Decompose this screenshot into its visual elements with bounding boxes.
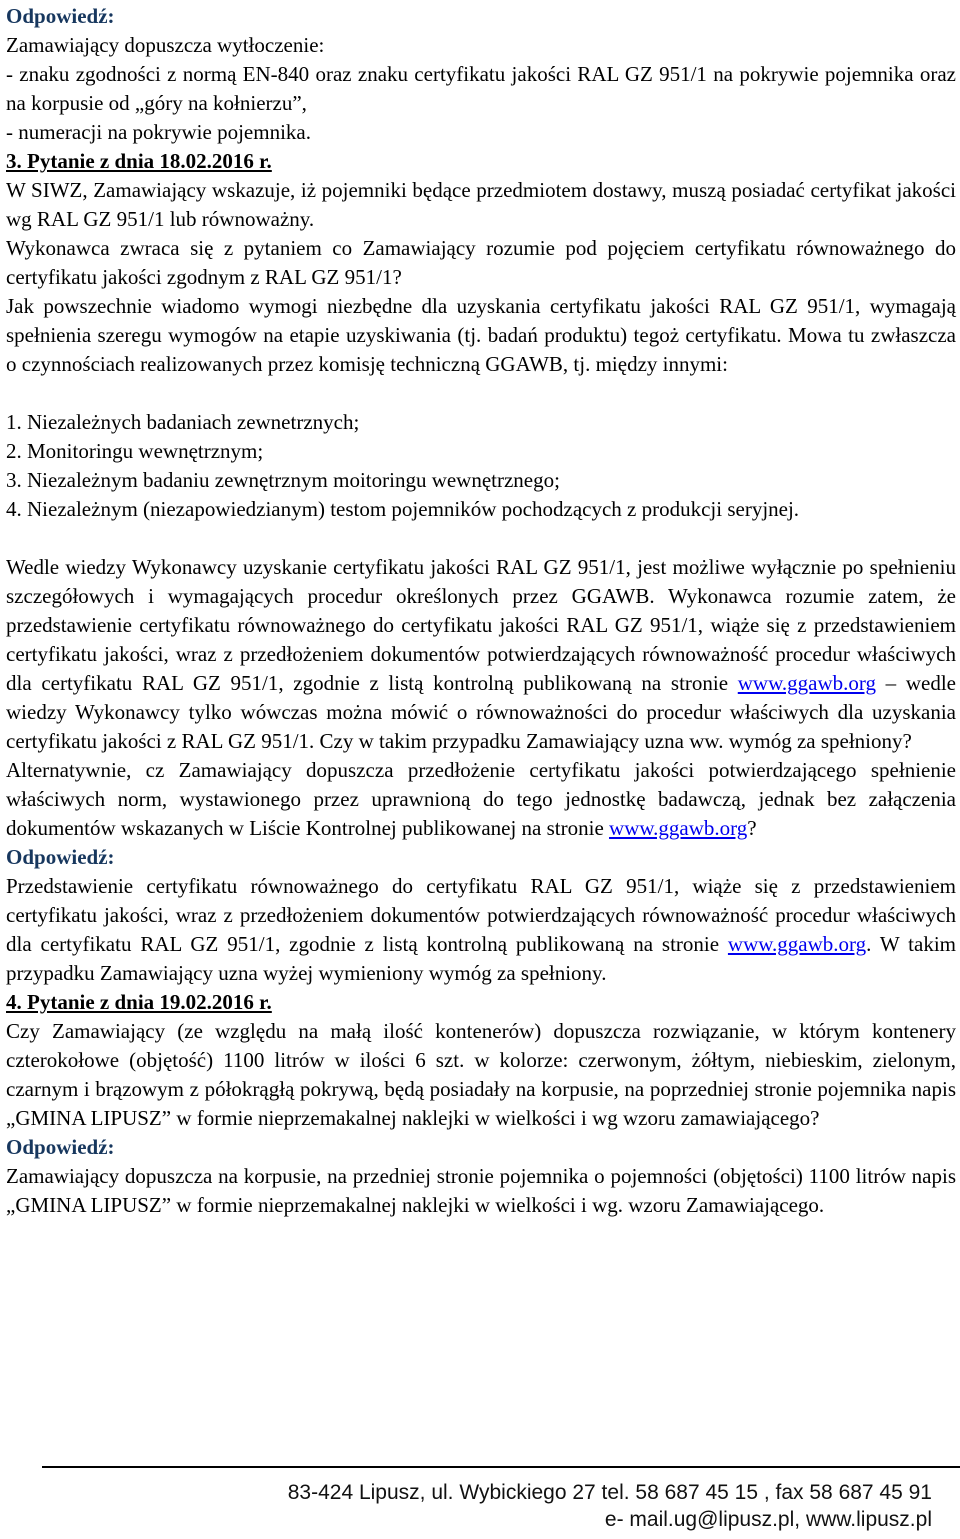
question-4-paragraph: Czy Zamawiający (ze względu na małą ilość kontenerów) dopuszcza rozwiązanie, w którym kontenery czterokołowe (objętość) 1100 litrów w ilości 6 szt. w kolorze: czerwonym, żółtym, niebieskim, zielonym, czarnym i brązowym z półokrągłą pokrywą, będą posiadały na korpusie, na poprzedniej stronie pojemnika napis „GMINA LIPUSZ” w formie nieprzemakalnej naklejki w wielkości i wg wzoru zamawiającego? [6,1019,956,1130]
block1-item-1: - znaku zgodności z normą EN-840 oraz znaku certyfikatu jakości RAL GZ 951/1 na pokrywie pojemnika oraz na korpusie od „góry na kołnierzu”, [6,62,956,115]
question-3-paragraph-5 [6,756,956,843]
paragraph-text: Przedstawienie certyfikatu równoważnego do certyfikatu RAL GZ 951/1, wiąże się z przedstawieniem certyfikatu jakości, wraz z przedłożeniem dokumentów potwierdzających równoważność procedur właściwych dla certyfikatu RAL GZ 951/1, zgodnie z listą kontrolną publikowaną na stronie [6,874,956,956]
spacer [6,524,956,553]
paragraph-text: ? [747,816,757,840]
footer-contact: e- mail.ug@lipusz.pl, www.lipusz.pl [604,1508,932,1531]
block1-intro: Zamawiający dopuszcza wytłoczenie: [6,33,325,57]
footer-divider [42,1466,960,1468]
requirements-list [6,408,956,524]
block1-item-2: - numeracji na pokrywie pojemnika. [6,120,311,144]
question-3-paragraph-3: Jak powszechnie wiadomo wymogi niezbędne dla uzyskania certyfikatu jakości RAL GZ 951/1, wymagają spełnienia szeregu wymogów na etapie uzyskiwania (tj. badań produktu) tegoż certyfikatu. Mowa tu zwłaszcza o czynnościach realizowanych przez komisję techniczną GGAWB, tj. między innymi: [6,294,956,376]
list-item: 1. Niezależnych badaniach zewnetrznych; [6,410,360,434]
ggawb-link[interactable]: www.ggawb.org [727,932,867,956]
question-3-paragraph-1: W SIWZ, Zamawiający wskazuje, iż pojemniki będące przedmiotem dostawy, muszą posiadać certyfikat jakości wg RAL GZ 951/1 lub równoważny. [6,178,956,231]
answer-label: Odpowiedź: [6,1135,115,1159]
question-3-heading: 3. Pytanie z dnia 18.02.2016 r. [6,149,272,173]
list-item: 2. Monitoringu wewnętrznym; [6,439,264,463]
question-3-paragraph-4 [6,553,956,756]
question-4-answer: Zamawiający dopuszcza na korpusie, na przedniej stronie pojemnika o pojemności (objętości) 1100 litrów napis „GMINA LIPUSZ” w formie nieprzemakalnej naklejki w wielkości i wg. wzoru Zamawiającego. [6,1164,956,1217]
question-3-answer [6,872,956,988]
footer-address: 83-424 Lipusz, ul. Wybickiego 27 tel. 58 687 45 15 , fax 58 687 45 91 [287,1481,932,1504]
document-page [6,2,956,1220]
paragraph-text: . W takim przypadku Zamawiający uzna wyżej wymieniony wymóg za spełniony. [6,932,957,985]
spacer [6,379,956,408]
paragraph-text: – wedle wiedzy Wykonawcy tylko wówczas można mówić o równoważności do procedur właściwych dla uzyskania certyfikatu jakości z RAL GZ 951/1. Czy w takim przypadku Zamawiający uzna ww. wymóg za spełniony? [6,671,956,753]
question-4-heading: 4. Pytanie z dnia 19.02.2016 r. [6,990,272,1014]
answer-label: Odpowiedź: [6,845,115,869]
paragraph-text: Alternatywnie, cz Zamawiający dopuszcza przedłożenie certyfikatu jakości potwierdzającego spełnienie właściwych norm, wystawionego przez uprawnioną do tego jednostkę badawczą, jednak bez załączenia dokumentów wskazanych w Liście Kontrolnej publikowanej na stronie [6,758,956,840]
list-item: 4. Niezależnym (niezapowiedzianym) testom pojemników pochodzących z produkcji seryjnej. [6,497,800,521]
paragraph-text: Wedle wiedzy Wykonawcy uzyskanie certyfikatu jakości RAL GZ 951/1, jest możliwe wyłącznie po spełnieniu szczegółowych i wymagających procedur określonych przez GGAWB. Wykonawca rozumie zatem, że przedstawienie certyfikatu równoważnego do certyfikatu jakości RAL GZ 951/1, wiąże się z przedstawieniem certyfikatu jakości, wraz z przedłożeniem dokumentów potwierdzających równoważność procedur właściwych dla certyfikatu RAL GZ 951/1, zgodnie z listą kontrolną publikowaną na stronie [6,555,956,695]
ggawb-link[interactable]: www.ggawb.org [737,671,876,695]
question-3-paragraph-2: Wykonawca zwraca się z pytaniem co Zamawiający rozumie pod pojęciem certyfikatu równoważnego do certyfikatu jakości zgodnym z RAL GZ 951/1? [6,236,956,289]
ggawb-link[interactable]: www.ggawb.org [609,816,748,840]
list-item: 3. Niezależnym badaniu zewnętrznym moitoringu wewnętrznego; [6,468,560,492]
answer-label: Odpowiedź: [6,4,115,28]
